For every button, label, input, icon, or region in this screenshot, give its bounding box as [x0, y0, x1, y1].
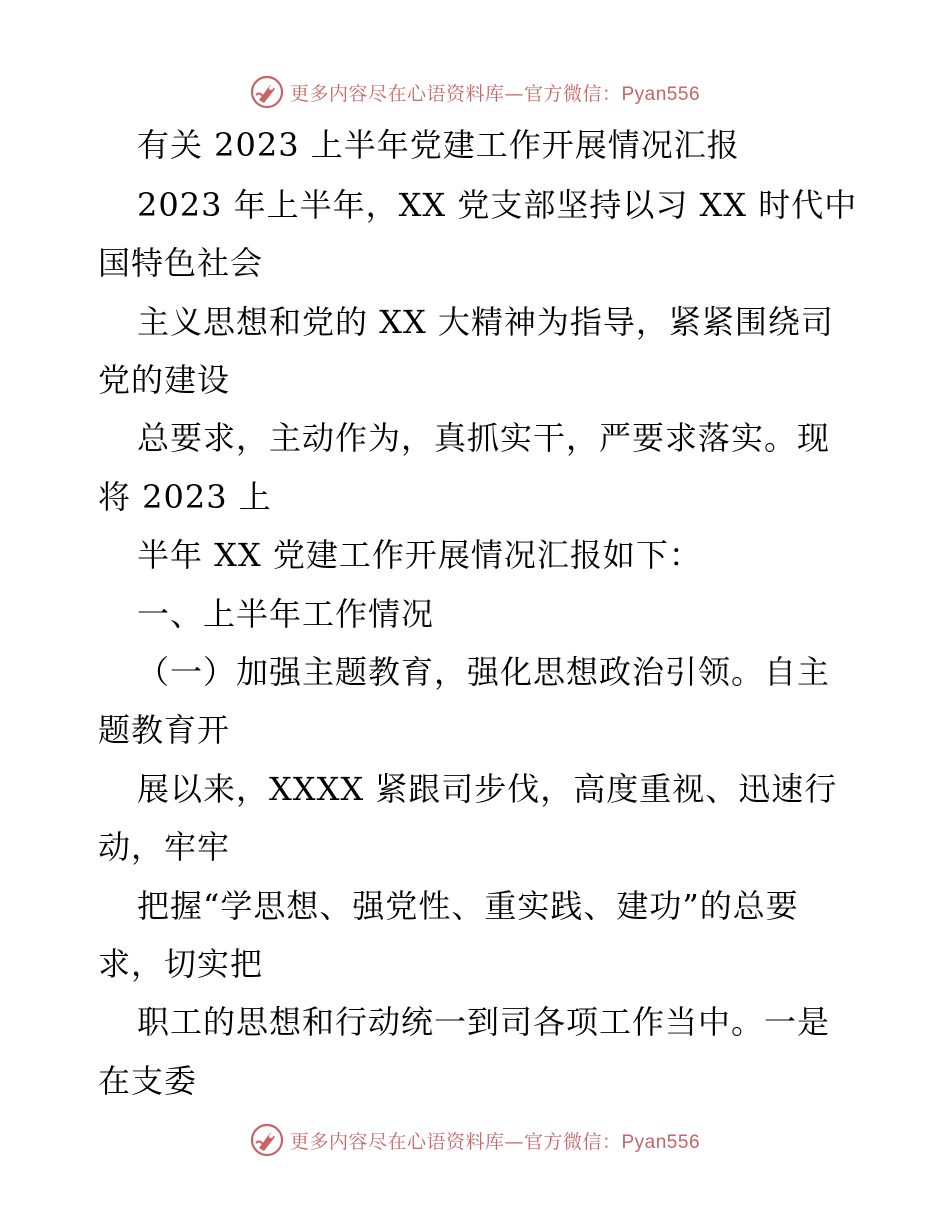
paragraph-line: 职工的思想和行动统一到司各项工作当中。一是 [137, 1003, 831, 1041]
paragraph-line: 求，切实把 [98, 945, 264, 983]
subsection-heading: （一）加强主题教育，强化思想政治引领。自主 [137, 653, 831, 691]
paragraph-line: 主义思想和党的 XX 大精神为指导，紧紧围绕司 [137, 303, 834, 341]
paragraph-line: 动，牢牢 [98, 828, 231, 866]
paragraph-line: 将 2023 上 [98, 478, 272, 516]
footer-watermark [0, 1120, 950, 1160]
paragraph-line: 把握“学思想、强党性、重实践、建功”的总要 [137, 887, 799, 925]
paragraph-line: 党的建设 [98, 361, 231, 399]
pen-nib-logo-icon [250, 1123, 284, 1157]
paragraph-line: 在支委 [98, 1062, 198, 1100]
paragraph-line: 国特色社会 [98, 244, 264, 282]
paragraph-line: 展以来，XXXX 紧跟司步伐，高度重视、迅速行 [137, 770, 838, 808]
paragraph-line: 2023 年上半年，XX 党支部坚持以习 XX 时代中 [137, 186, 858, 224]
watermark-text: 更多内容尽在心语资料库—官方微信：Pyan556 [289, 82, 701, 105]
paragraph-line: 总要求，主动作为，真抓实干，严要求落实。现 [137, 419, 831, 457]
paragraph-line: 题教育开 [98, 711, 231, 749]
section-heading: 一、上半年工作情况 [137, 595, 435, 633]
watermark-text: 更多内容尽在心语资料库—官方微信：Pyan556 [289, 1130, 701, 1153]
paragraph-line: 半年 XX 党建工作开展情况汇报如下： [137, 536, 702, 574]
document-title: 有关 2023 上半年党建工作开展情况汇报 [137, 126, 740, 164]
